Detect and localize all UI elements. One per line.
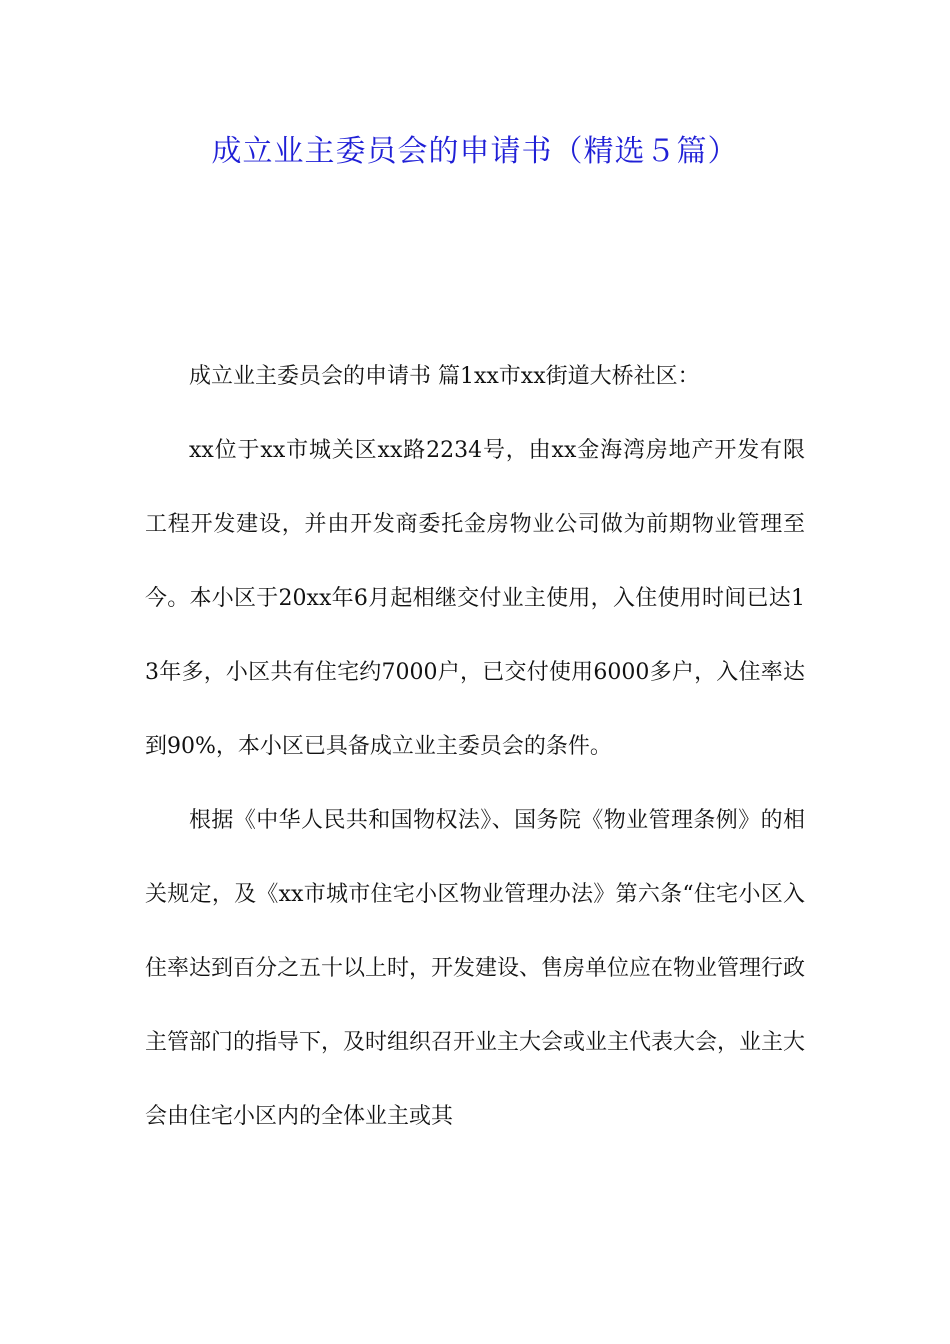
paragraph-salutation: 成立业主委员会的申请书 篇1xx市xx街道大桥社区：: [189, 364, 700, 389]
paragraph-legal-basis: 根据《中华人民共和国物权法》、国务院《物业管理条例》的相关规定，及《xx市城市住宅小区物业管理办法》第六条“住宅小区入住率达到百分之五十以上时，开发建设、售房单位应在物业管理行政主管部门的指导下，及时组织召开业主大会或业主代表大会，业主大会由住宅小区内的全体业主或其: [145, 808, 806, 1129]
document-body: [145, 340, 805, 1154]
paragraph-community-info: xx位于xx市城关区xx路2234号，由xx金海湾房地产开发有限工程开发建设，并由开发商委托金房物业公司做为前期物业管理至今。本小区于20xx年6月起相继交付业主使用，入住使用时间已达13年多，小区共有住宅约7000户，已交付使用6000多户，入住率达到90%，本小区已具备成立业主委员会的条件。: [145, 438, 805, 759]
document-title: 成立业主委员会的申请书（精选５篇）: [211, 134, 739, 169]
